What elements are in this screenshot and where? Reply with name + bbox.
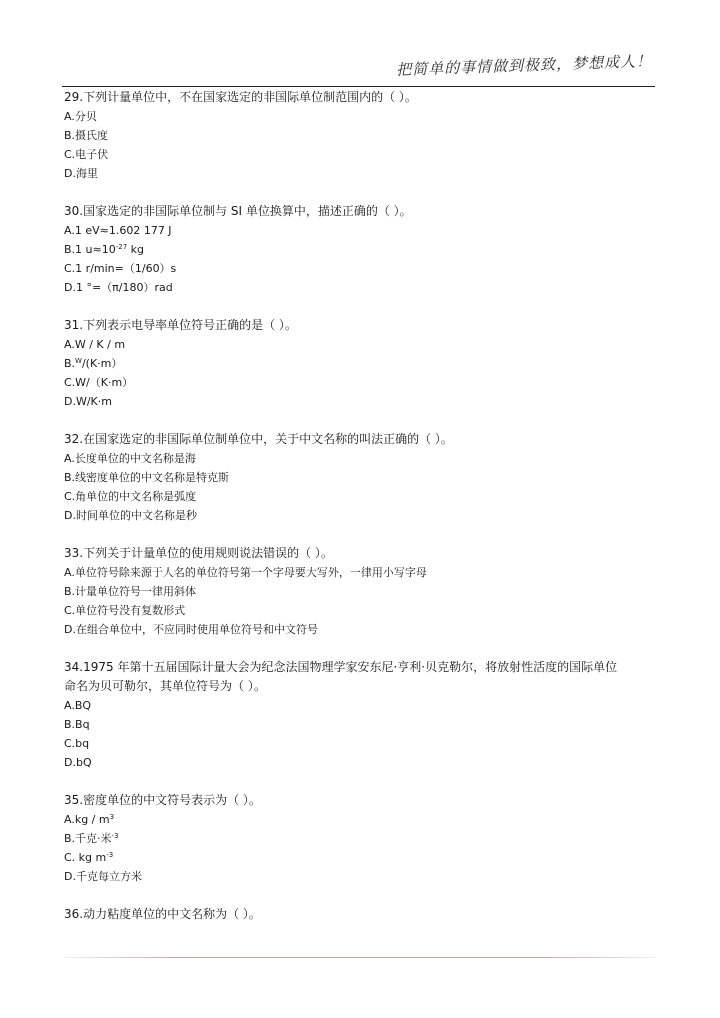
option-d: D.千克每立方米 xyxy=(64,870,142,883)
question-list xyxy=(64,88,656,943)
option-b-text: B.千克·米 xyxy=(64,832,112,845)
question-stem: 33.下列关于计量单位的使用规则说法错误的（ ）。 xyxy=(64,546,333,560)
question-31 xyxy=(64,316,656,411)
option-b: B.线密度单位的中文名称是特克斯 xyxy=(64,471,230,484)
option-b xyxy=(64,240,656,259)
header-slogan: 把简单的事情做到极致，梦想成人！ xyxy=(395,52,653,79)
option-c xyxy=(64,848,656,867)
option-a: A.长度单位的中文名称是海 xyxy=(64,452,196,465)
option-c: C.bq xyxy=(64,737,90,750)
option-b xyxy=(64,829,656,848)
header-divider xyxy=(62,86,655,87)
option-a: A.1 eV≈1.602 177 J xyxy=(64,224,172,237)
option-d: D.bQ xyxy=(64,756,92,769)
option-b-text: B. xyxy=(64,357,76,370)
question-33 xyxy=(64,544,656,639)
exponent: -3 xyxy=(111,832,119,840)
option-b: B.摄氏度 xyxy=(64,129,109,142)
exponent: -27 xyxy=(115,243,128,251)
question-stem: 29.下列计量单位中，不在国家选定的非国际单位制范围内的（ ）。 xyxy=(64,90,417,104)
question-35 xyxy=(64,791,656,886)
question-34 xyxy=(64,658,656,772)
option-d: D.时间单位的中文名称是秒 xyxy=(64,509,197,522)
option-d: D.海里 xyxy=(64,167,98,180)
option-b-text: B.1 u≈10 xyxy=(64,243,116,256)
question-stem: 30.国家选定的非国际单位制与 SI 单位换算中，描述正确的（ ）。 xyxy=(64,204,412,218)
superscript: W xyxy=(75,357,82,365)
option-d: D.在组合单位中，不应同时使用单位符号和中文符号 xyxy=(64,623,318,636)
option-b-unit: /(K·m） xyxy=(81,357,123,370)
exponent: -3 xyxy=(106,851,114,859)
question-30 xyxy=(64,202,656,297)
option-c: C.W/（K·m） xyxy=(64,376,134,389)
option-c: C.1 r/min=（1/60）s xyxy=(64,262,177,275)
option-c: C.单位符号没有复数形式 xyxy=(64,604,186,617)
option-a: A.W / K / m xyxy=(64,338,126,351)
question-29 xyxy=(64,88,656,183)
option-a: A.单位符号除来源于人名的单位符号第一个字母要大写外，一律用小写字母 xyxy=(64,566,427,579)
question-stem: 35.密度单位的中文符号表示为（ ）。 xyxy=(64,793,261,807)
option-d: D.1 °=（π/180）rad xyxy=(64,281,173,294)
question-stem: 31.下列表示电导率单位符号正确的是（ ）。 xyxy=(64,318,297,332)
option-a xyxy=(64,810,656,829)
exponent: 3 xyxy=(109,813,115,821)
option-a: A.BQ xyxy=(64,699,92,712)
question-stem: 32.在国家选定的非国际单位制单位中，关于中文名称的叫法正确的（ ）。 xyxy=(64,432,453,446)
option-d: D.W/K·m xyxy=(64,395,112,408)
option-b-unit: kg xyxy=(127,243,145,256)
option-a: A.分贝 xyxy=(64,110,97,123)
option-b: B.Bq xyxy=(64,718,90,731)
option-b: B.计量单位符号一律用斜体 xyxy=(64,585,197,598)
option-a-text: A.kg / m xyxy=(64,813,110,826)
question-32 xyxy=(64,430,656,525)
question-stem: 36.动力粘度单位的中文名称为（ ）。 xyxy=(64,907,261,921)
question-stem-line-1: 34.1975 年第十五届国际计量大会为纪念法国物理学家安东尼·亨利·贝克勒尔，将放射性活度的国际单位 xyxy=(64,660,618,674)
option-b xyxy=(64,354,656,373)
option-c-text: C. kg m xyxy=(64,851,107,864)
question-stem-line-2: 命名为贝可勒尔，其单位符号为（ ）。 xyxy=(64,679,266,693)
question-36 xyxy=(64,905,656,924)
footer-divider xyxy=(64,957,656,958)
option-c: C.电子伏 xyxy=(64,148,109,161)
option-c: C.角单位的中文名称是弧度 xyxy=(64,490,197,503)
